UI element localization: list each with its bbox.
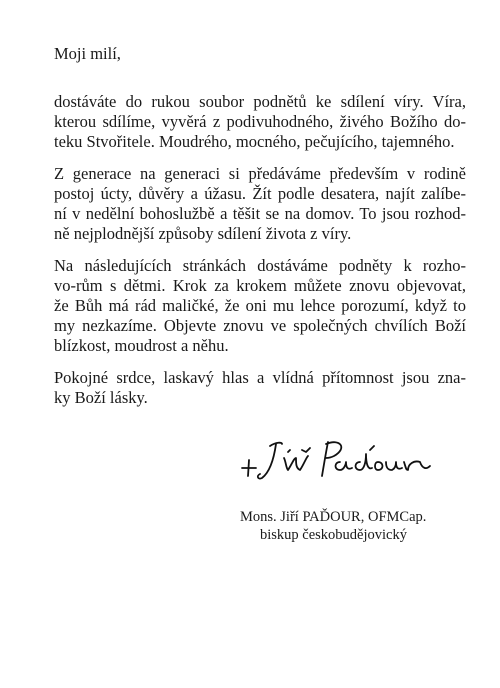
text-line: postoj úcty, důvěry a úžasu. Žít podle desatera, najít zalíbe- [54, 184, 466, 203]
paragraph-3 [54, 256, 466, 356]
text-line: Pokojné srdce, laskavý hlas a vlídná přítomnost jsou zna- [54, 368, 466, 387]
text-line: dostáváte do rukou soubor podnětů ke sdílení víry. Víra, [54, 92, 466, 111]
paragraph-2 [54, 164, 466, 244]
text-line: my nezkazíme. Objevte znovu ve společných chvílích Boží [54, 316, 466, 335]
paragraph-1 [54, 92, 466, 152]
text-line: že Bůh má rád maličké, že oni mu lehce porozumí, když to [54, 296, 466, 315]
text-line: Na následujících stránkách dostáváme podněty k rozho- [54, 256, 466, 275]
text-line: ní v nedělní bohoslužbě a těšit se na domov. To jsou rozhod- [54, 204, 466, 223]
signer-title: biskup českobudějovický [260, 527, 407, 543]
text-line: ky Boží lásky. [54, 388, 148, 407]
text-line: vo-rům s dětmi. Krok za krokem můžete znovu objevovat, [54, 276, 466, 295]
text-line: blízkost, moudrost a něhu. [54, 336, 229, 355]
text-line: ně nejplodnější způsoby sdílení života z víry. [54, 224, 352, 243]
greeting: Moji milí, [54, 44, 121, 63]
handwritten-signature [236, 428, 436, 488]
letter-body [54, 92, 466, 420]
text-line: Z generace na generaci si předáváme především v rodině [54, 164, 466, 183]
text-line: teku Stvořitele. Moudrého, mocného, pečujícího, tajemného. [54, 132, 455, 151]
paragraph-4 [54, 368, 466, 408]
signer-name: Mons. Jiří PAĎOUR, OFMCap. [240, 509, 427, 525]
text-line: kterou sdílíme, vyvěrá z podivuhodného, živého Božího do- [54, 112, 466, 131]
